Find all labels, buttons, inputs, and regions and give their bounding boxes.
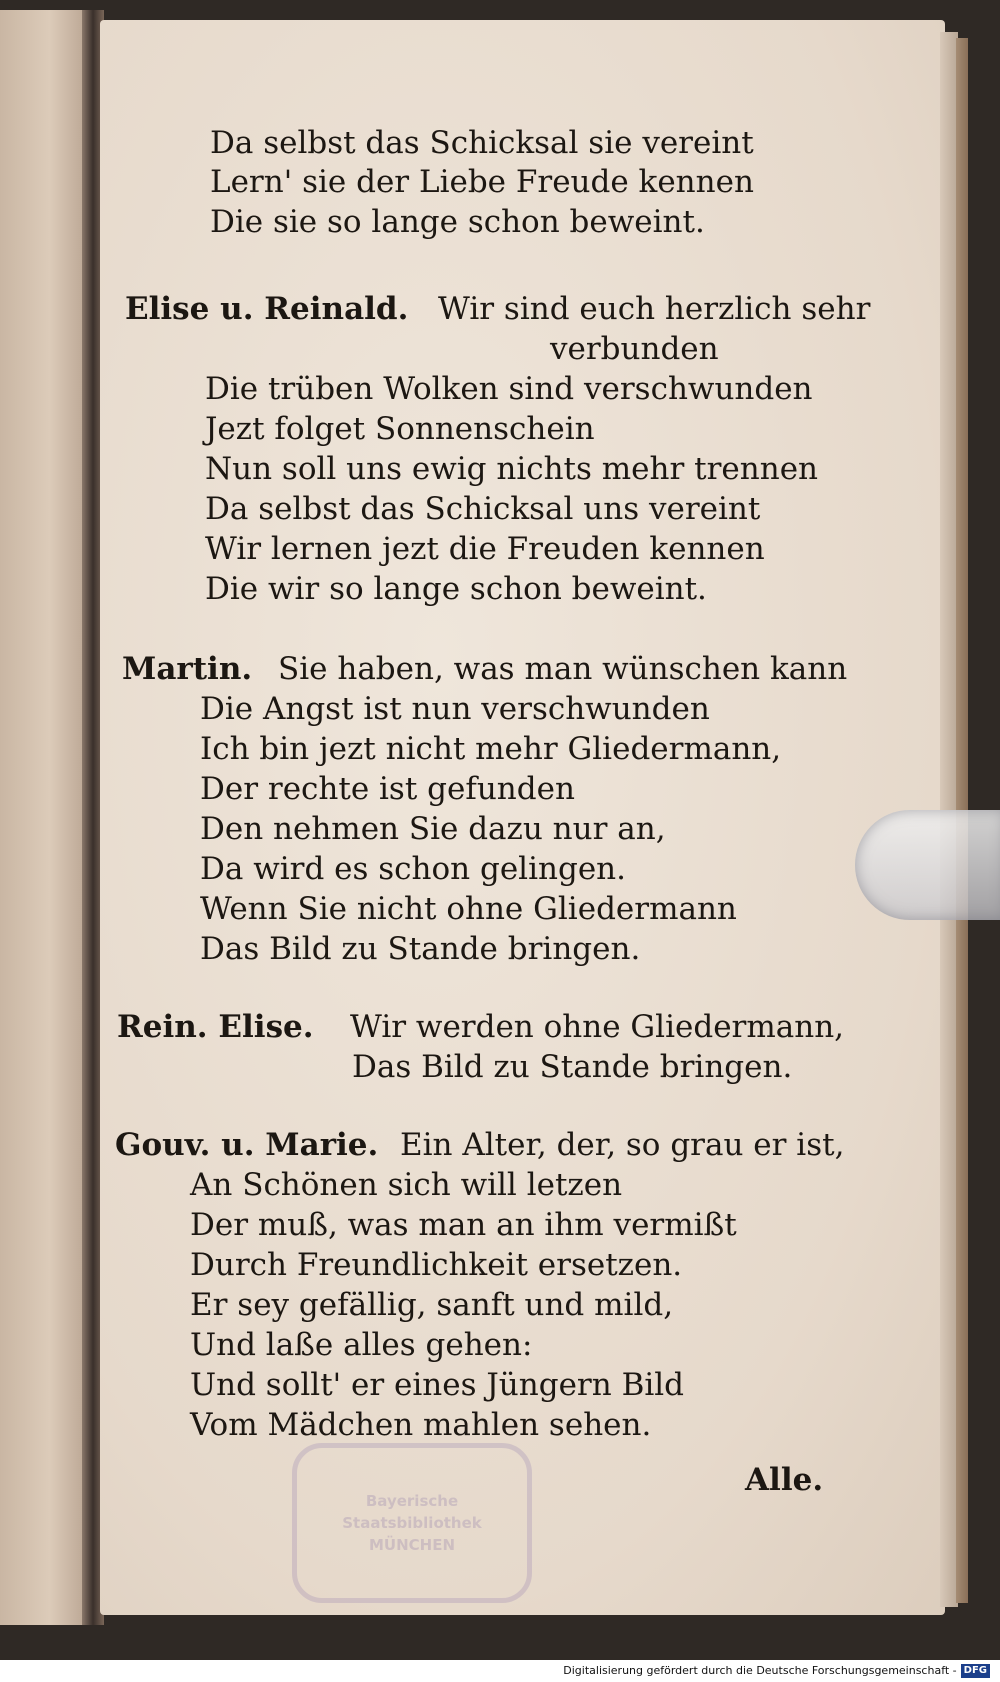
verse-line: Ein Alter, der, so grau er ist, (400, 1127, 845, 1163)
dfg-logo: DFG (961, 1664, 990, 1678)
verse-line: Nun soll uns ewig nichts mehr trennen (205, 451, 819, 487)
verse-line: Der muß, was man an ihm vermißt (190, 1207, 737, 1243)
verse-line: Da wird es schon gelingen. (200, 851, 626, 887)
verse-line: Wir lernen jezt die Freuden kennen (205, 531, 765, 567)
verse-line: Jezt folget Sonnenschein (205, 411, 595, 447)
verse-line: Und sollt' er eines Jüngern Bild (190, 1367, 685, 1403)
verse-line: Vom Mädchen mahlen sehen. (190, 1407, 652, 1443)
verse-line: Durch Freundlichkeit ersetzen. (190, 1247, 683, 1283)
verse-line: Ich bin jezt nicht mehr Gliedermann, (200, 731, 782, 767)
verse-line: Den nehmen Sie dazu nur an, (200, 811, 666, 847)
speaker-label: Martin. (122, 651, 253, 687)
catchword: Alle. (745, 1462, 824, 1498)
verse-line: Wenn Sie nicht ohne Gliedermann (200, 891, 737, 927)
stamp-line-1: Bayerische (365, 1492, 459, 1510)
verse-line: Da selbst das Schicksal sie vereint (210, 125, 754, 161)
verse-line: Der rechte ist gefunden (200, 771, 575, 807)
verse-line: Die wir so lange schon beweint. (205, 571, 707, 607)
digitization-credit (0, 1660, 1000, 1682)
speaker-label: Gouv. u. Marie. (115, 1127, 379, 1163)
verse-line: Wir sind euch herzlich sehr (438, 291, 871, 327)
verse-line: Das Bild zu Stande bringen. (200, 931, 641, 967)
verse-line: Die Angst ist nun verschwunden (200, 691, 710, 727)
verse-line: verbunden (550, 331, 719, 367)
verse-line: Da selbst das Schicksal uns vereint (205, 491, 761, 527)
verse-line: Das Bild zu Stande bringen. (352, 1049, 793, 1085)
stamp-line-2: Staatsbibliothek (342, 1514, 482, 1532)
verse-line: Die trüben Wolken sind verschwunden (205, 371, 813, 407)
speaker-label: Rein. Elise. (117, 1009, 314, 1045)
verse-line: Lern' sie der Liebe Freude kennen (210, 164, 754, 200)
verse-line: Und laße alles gehen: (190, 1327, 533, 1363)
stamp-line-3: MÜNCHEN (368, 1536, 456, 1554)
verse-line: Die sie so lange schon beweint. (210, 204, 705, 240)
verse-line: An Schönen sich will letzen (190, 1167, 623, 1203)
verse-line: Wir werden ohne Gliedermann, (350, 1009, 845, 1045)
verse-line: Sie haben, was man wünschen kann (278, 651, 848, 687)
credit-text: Digitalisierung gefördert durch die Deutsche Forschungsgemeinschaft - (563, 1664, 957, 1677)
speaker-label: Elise u. Reinald. (125, 291, 409, 327)
verse-line: Er sey gefällig, sanft und mild, (190, 1287, 674, 1323)
